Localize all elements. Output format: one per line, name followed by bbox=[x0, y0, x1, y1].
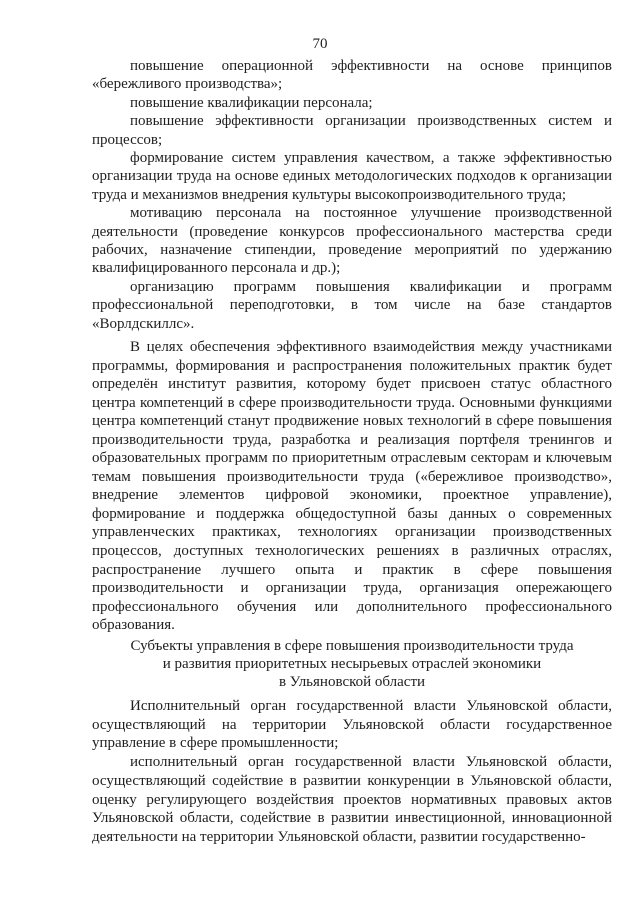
list-item: формирование систем управления качеством, а также эффективностью организации труда на основе единых методологических подходов к организации труда и механизмов внедрения культуры высокопроизводительного труда; bbox=[92, 150, 612, 203]
list-item: повышение операционной эффективности на основе принципов «бережливого производства»; bbox=[92, 58, 612, 93]
list-item: повышение квалификации персонала; bbox=[130, 94, 373, 111]
subject-item: исполнительный орган государственной власти Ульяновской области, осуществляющий содействие в развитии конкуренции в Ульяновской области, оценку регулирующего воздействия проектов нормативных правовых актов Ульяновской области, содействие в развитии инвестиционной, инновационной деятельности на территории Ульяновской области, развитии государственно- bbox=[92, 754, 612, 845]
competence-center-paragraph-block bbox=[92, 338, 612, 635]
list-item: повышение эффективности организации производственных систем и процессов; bbox=[92, 113, 612, 148]
list-item: организацию программ повышения квалификации и программ профессиональной переподготовки, в том числе на базе стандартов «Ворлдскиллс». bbox=[92, 278, 612, 332]
subject-item: Исполнительный орган государственной власти Ульяновской области, осуществляющий на территории Ульяновской области государственное управление в сфере промышленности; bbox=[92, 698, 612, 752]
section-heading-line: Субъекты управления в сфере повышения производительности труда bbox=[130, 638, 574, 654]
list-item: мотивацию персонала на постоянное улучшение производственной деятельности (проведение конкурсов профессионального мастерства среди рабочих, назначение стипендии, проведение мероприятий по удержанию квалифицированного персонала и др.); bbox=[92, 205, 612, 277]
measures-list bbox=[92, 57, 612, 333]
subjects-list bbox=[92, 697, 612, 847]
section-heading-line: и развития приоритетных несырьевых отраслей экономики bbox=[162, 656, 542, 672]
section-heading bbox=[92, 637, 612, 691]
competence-center-paragraph: В целях обеспечения эффективного взаимодействия между участниками программы, формирования и распространения положительных практик будет определён институт развития, которому будет присвоен статус областного центра компетенций в сфере производительности труда. Основными функциями центра компетенций станут продвижение новых технологий в сфере повышения производительности труда, разработка и реализация портфеля тренингов и образовательных программ по приоритетным отраслевым секторам и ключевым темам повышения производительности труда («бережливое производство», внедрение элементов цифровой экономики, проектное управление), формирование и поддержка общедоступной базы данных о современных управленческих практиках, технологиях организации производственных процессов, доступных технологических решениях в различных отраслях, распространение лучшего опыта и практик в сфере повышения производительности и организации труда, организация опережающего профессионального обучения или дополнительного профессионального образования. bbox=[92, 339, 612, 634]
section-heading-line: в Ульяновской области bbox=[278, 674, 426, 690]
page-number: 70 bbox=[312, 36, 328, 52]
